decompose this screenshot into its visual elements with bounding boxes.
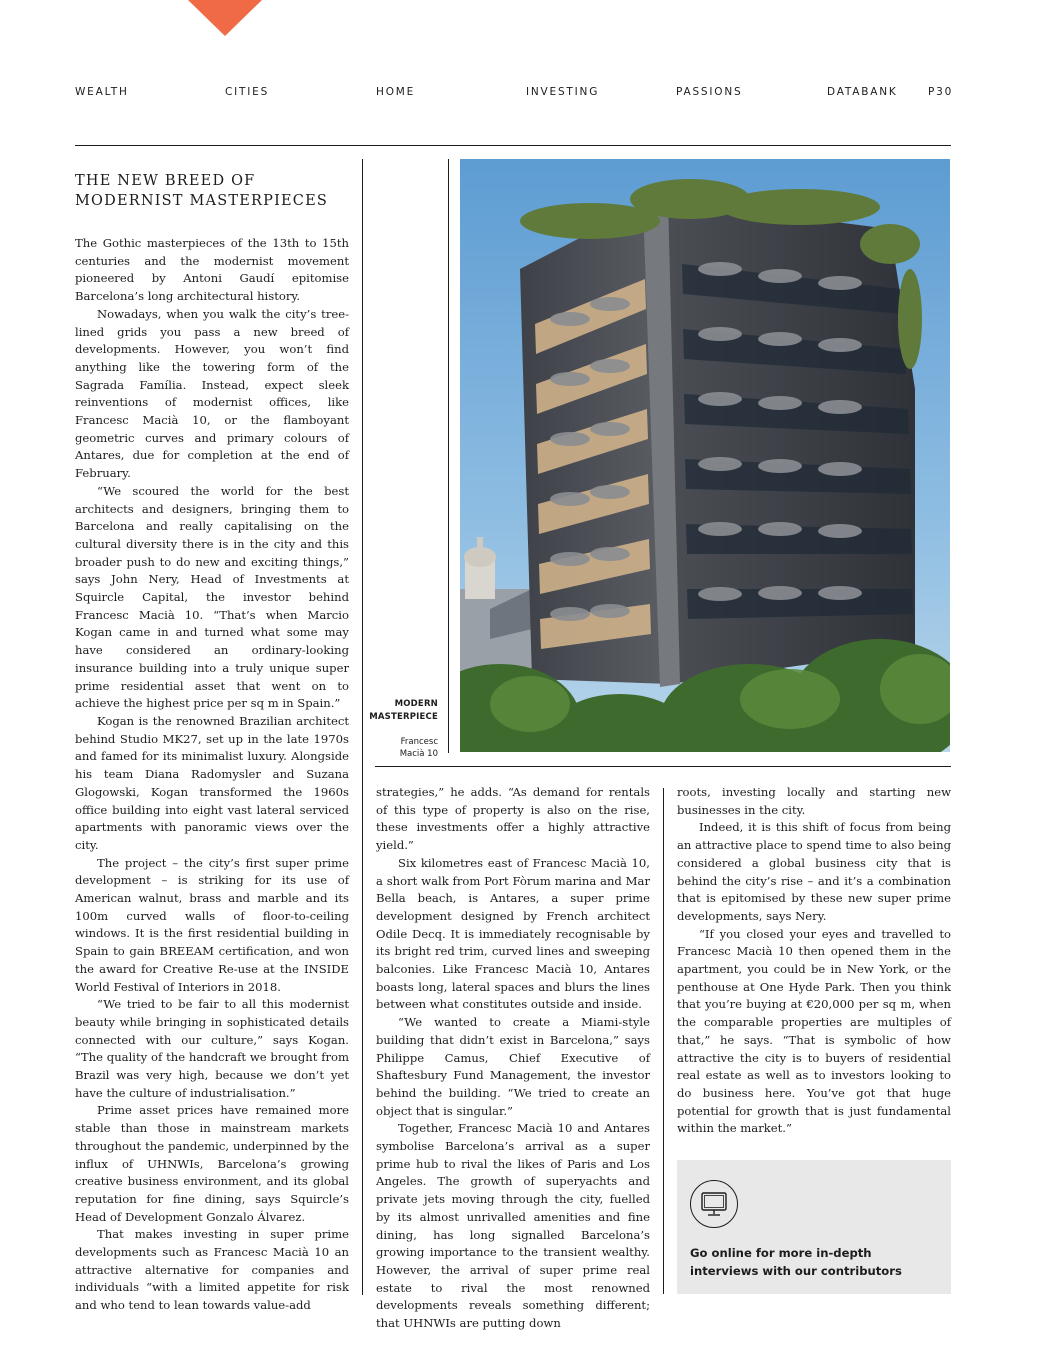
column-divider-2 xyxy=(663,788,664,1294)
headline-line-1: THE NEW BREED OF xyxy=(75,173,256,189)
online-promo-box[interactable] xyxy=(677,1160,951,1294)
article-column-2 xyxy=(376,784,650,1333)
promo-line-2: interviews with our contributors xyxy=(690,1264,902,1278)
article-headline xyxy=(75,171,355,211)
paragraph: The Gothic masterpieces of the 13th to 15th centuries and the modernist movement pioneered by Antoni Gaudí epitomise Barcelona’s long architectural history. xyxy=(75,236,349,304)
paragraph: “We tried to be fair to all this modernist beauty while bringing in sophisticated details connected with our culture,” says Kogan. “The quality of the handcraft we brought from Brazil was very high, because we don’t yet have the culture of industrialisation.” xyxy=(75,997,349,1100)
nav-item-passions[interactable]: PASSIONS xyxy=(676,86,743,98)
caption-sub-line-1: Francesc xyxy=(400,737,438,747)
article-column-1 xyxy=(75,235,349,1315)
nav-item-wealth[interactable]: WEALTH xyxy=(75,86,129,98)
paragraph: strategies,” he adds. “As demand for rentals of this type of property is also on the rise, these investments offer a highly attractive yield.” xyxy=(376,785,650,853)
paragraph: That makes investing in super prime developments such as Francesc Macià 10 an attractive alternative for companies and individuals “with a limited appetite for risk and who tend to lean towards value-add xyxy=(75,1227,349,1313)
paragraph: Nowadays, when you walk the city’s tree-lined grids you pass a new breed of developments. However, you won’t find anything like the towering form of the Sagrada Família. Instead, expect sleek reinventions of modernist offices, like Francesc Macià 10, or the flamboyant geometric curves and primary colours of Antares, due for completion at the end of February. xyxy=(75,306,349,481)
caption-divider xyxy=(448,159,449,753)
promo-text xyxy=(690,1244,930,1280)
building-photo xyxy=(460,159,950,752)
article-column-3 xyxy=(677,784,951,1138)
paragraph: roots, investing locally and starting new businesses in the city. xyxy=(677,785,951,817)
paragraph: The project – the city’s first super prime development – is striking for its use of American walnut, brass and marble and its 100m curved walls of floor-to-ceiling windows. It is the first residential building in Spain to gain BREEAM certification, and won the award for Creative Re-use at the INSIDE World Festival of Interiors in 2018. xyxy=(75,855,349,994)
header-rule xyxy=(75,145,951,146)
nav-item-investing[interactable]: INVESTING xyxy=(526,86,600,98)
paragraph: Indeed, it is this shift of focus from being an attractive place to spend time to also being considered a global business city that is behind the city’s rise – and it’s a combination that is epitomised by these new super prime developments, says Nery. xyxy=(677,820,951,923)
nav-item-databank[interactable]: DATABANK xyxy=(827,86,898,98)
promo-line-1: Go online for more in-depth xyxy=(690,1246,872,1260)
paragraph: Kogan is the renowned Brazilian architect behind Studio MK27, set up in the late 1970s and famed for its minimalist luxury. Alongside his team Diana Radomysler and Suzana Glogowski, Kogan transformed the 1960s office building into eight vast lateral serviced apartments with panoramic views over the city. xyxy=(75,713,349,852)
headline-line-2: MODERNIST MASTERPIECES xyxy=(75,193,328,209)
nav-item-home[interactable]: HOME xyxy=(376,86,416,98)
image-rule xyxy=(375,766,951,767)
paragraph: Prime asset prices have remained more stable than those in mainstream markets throughout the pandemic, underpinned by the influx of UHNWIs, Barcelona’s growing creative business environment, and its global reputation for fine dining, says Squircle’s Head of Development Gonzalo Álvarez. xyxy=(75,1103,349,1224)
monitor-icon xyxy=(690,1180,738,1228)
page-number: P30 xyxy=(928,86,954,98)
paragraph: Together, Francesc Macià 10 and Antares symbolise Barcelona’s arrival as a super prime hub to rival the likes of Paris and Los Angeles. The growth of superyachts and private jets moving through the city, fuelled by its almost unrivalled amenities and fine dining, has long signalled Barcelona’s growing importance to the transient wealthy. However, the arrival of super prime real estate to rival the most renowned developments reveals something different; that UHNWIs are putting down xyxy=(376,1121,650,1331)
caption-title-line-2: MASTERPIECE xyxy=(369,712,438,722)
section-nav xyxy=(75,86,954,102)
paragraph: “We scoured the world for the best architects and designers, bringing them to Barcelona and really capitalising on the cultural diversity there is in the city and this broader push to do new and exciting things,” says John Nery, Head of Investments at Squircle Capital, the investor behind Francesc Macià 10. “That’s when Marcio Kogan came in and turned what some may have considered an ordinary-looking insurance building into a truly unique super prime residential asset that went on to achieve the highest price per sq m in Spain.” xyxy=(75,483,349,711)
photo-caption xyxy=(367,698,438,760)
paragraph: “We wanted to create a Miami-style building that didn’t exist in Barcelona,” says Philippe Camus, Chief Executive of Shaftesbury Fund Management, the investor behind the building. “We tried to create an object that is singular.” xyxy=(376,1015,650,1118)
caption-sub-line-2: Macià 10 xyxy=(399,749,438,759)
nav-item-cities[interactable]: CITIES xyxy=(225,86,270,98)
caption-title-line-1: MODERN xyxy=(394,699,438,709)
paragraph: “If you closed your eyes and travelled to Francesc Macià 10 then opened them in the apartment, you could be in New York, or the penthouse at One Hyde Park. Then you think that you’re buying at €20,000 per sq m, when the comparable properties are multiples of that,” he says. “That is symbolic of how attractive the city is to buyers of residential real estate as well as to investors looking to do business here. You’ve got that huge potential for growth that is just fundamental within the market.” xyxy=(677,926,951,1136)
paragraph: Six kilometres east of Francesc Macià 10, a short walk from Port Fòrum marina and Mar Bella beach, is Antares, a super prime development designed by French architect Odile Decq. It is immediately recognisable by its bright red trim, curved lines and sweeping balconies. Like Francesc Macià 10, Antares boasts long, lateral spaces and blurs the lines between what constitutes outside and inside. xyxy=(376,855,650,1012)
column-divider-1 xyxy=(362,159,363,1295)
accent-triangle xyxy=(188,0,262,36)
